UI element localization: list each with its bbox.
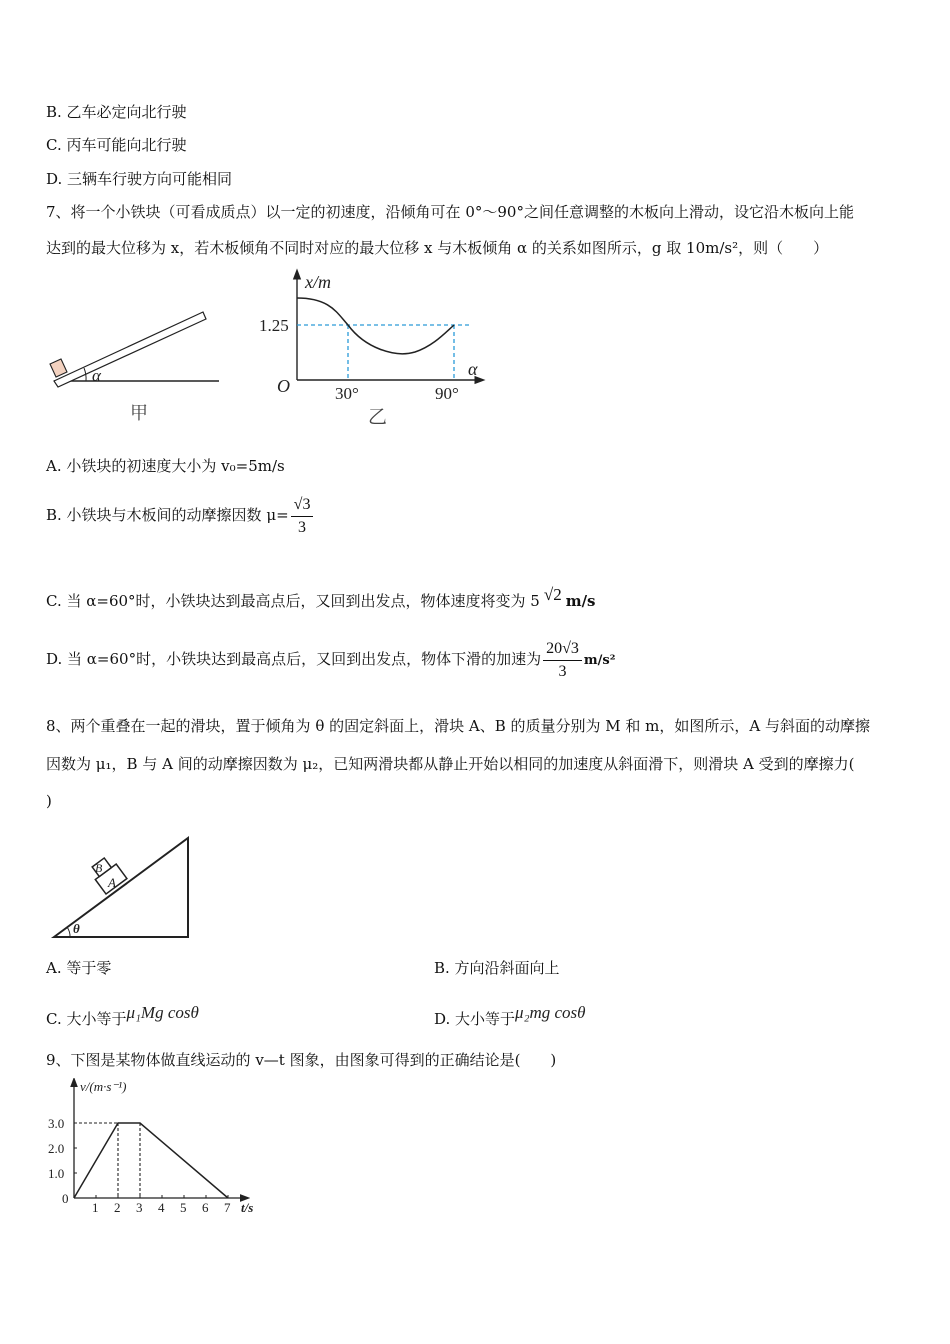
q9-y-tick-label: 0 (62, 1191, 69, 1206)
q8-text-line1: 8、两个重叠在一起的滑块，置于倾角为 θ 的固定斜面上，滑块 A、B 的质量分别为 M 和 m，如图所示，A 与斜面的动摩擦 (46, 717, 870, 735)
q7-option-c (46, 580, 596, 616)
q8-option-c (46, 996, 199, 1036)
q8-figure (50, 832, 195, 944)
q9-y-tick-label: 2.0 (48, 1141, 65, 1156)
q8-theta-label: θ (73, 921, 80, 936)
q9-x-tick-label: 1 (92, 1200, 99, 1215)
q8-option-c-text: C. 大小等于 (46, 1010, 127, 1028)
q8-text-line2: 因数为 μ₁，B 与 A 间的动摩擦因数为 μ₂，已知两滑块都从静止开始以相同的加速度从斜面滑下，则滑块 A 受到的摩擦力( (46, 755, 855, 773)
q9-x-tick-label: 3 (136, 1200, 143, 1215)
q7-figure-jia (44, 306, 224, 426)
q7-option-c-text: C. 当 α=60°时，小铁块达到最高点后，又回到出发点，物体速度将变为 5 (46, 592, 540, 610)
q8-text-line3: ) (46, 792, 52, 810)
q7-option-b-denominator: 3 (298, 518, 307, 536)
prev-option-d: D. 三辆车行驶方向可能相同 (46, 170, 233, 188)
q9-x-tick-label: 7 (224, 1200, 231, 1215)
q9-y-tick-label: 1.0 (48, 1166, 65, 1181)
q7-option-d-denominator: 3 (558, 662, 567, 680)
q7-option-d (46, 637, 615, 683)
q7-option-d-text: D. 当 α=60°时，小铁块达到最高点后，又回到出发点，物体下滑的加速为 (46, 650, 542, 668)
prev-option-c: C. 丙车可能向北行驶 (46, 136, 187, 154)
q9-x-tick-label: 5 (180, 1200, 187, 1215)
q9-vt-chart (40, 1078, 280, 1218)
q8-option-d-text: D. 大小等于 (434, 1010, 516, 1028)
q8-block-a-label: A (108, 875, 116, 890)
q7-jia-alpha-label: α (92, 366, 101, 385)
q7-figure-yi (255, 268, 495, 433)
q7-jia-caption: 甲 (130, 403, 148, 423)
q7-option-b-text: B. 小铁块与木板间的动摩擦因数 μ= (46, 506, 289, 524)
q7-option-a: A. 小铁块的初速度大小为 v₀=5m/s (46, 457, 285, 475)
q7-yi-x-tick-30: 30° (335, 384, 359, 403)
q7-option-c-unit: m/s (565, 592, 596, 610)
q7-text-line1: 7、将一个小铁块（可看成质点）以一定的初速度，沿倾角可在 0°～90°之间任意调整的木板向上滑动，设它沿木板向上能 (46, 203, 854, 221)
q7-yi-y-axis-label: x/m (305, 272, 331, 292)
q9-x-axis-label: t/s (241, 1200, 254, 1215)
q7-option-d-numerator: 20√3 (543, 638, 582, 661)
q7-text-line2: 达到的最大位移为 x，若木板倾角不同时对应的最大位移 x 与木板倾角 α 的关系如图所示，g 取 10m/s²，则（ ） (46, 239, 829, 257)
q7-option-d-fraction (543, 638, 582, 683)
q8-block-b-label: B (95, 861, 103, 875)
q9-x-tick-label: 6 (202, 1200, 209, 1215)
q9-x-tick-label: 2 (114, 1200, 121, 1215)
q9-y-axis-label: v/(m·s⁻¹) (80, 1079, 127, 1094)
q9-x-tick-label: 4 (158, 1200, 165, 1215)
q8-option-d (434, 996, 586, 1036)
q7-yi-x-tick-90: 90° (435, 384, 459, 403)
q7-yi-origin: O (277, 376, 290, 396)
q7-yi-x-axis-label: α (468, 359, 478, 379)
q7-yi-caption: 乙 (368, 407, 388, 428)
q9-velocity-series (74, 1123, 228, 1198)
q7-option-c-sqrt: √2 (543, 585, 562, 604)
q9-y-tick-label: 3.0 (48, 1116, 65, 1131)
q8-option-a: A. 等于零 (46, 959, 112, 977)
q7-option-d-unit: m/s² (583, 653, 616, 668)
q7-option-b-numerator: √3 (291, 494, 314, 517)
q8-option-d-formula: μ₂mg cosθ (515, 1003, 586, 1022)
q8-option-c-formula: μ₁Mg cosθ (126, 1003, 199, 1022)
q7-option-b (46, 493, 315, 539)
q7-option-b-fraction (291, 494, 314, 539)
q8-option-b: B. 方向沿斜面向上 (434, 959, 560, 977)
prev-option-b: B. 乙车必定向北行驶 (46, 103, 187, 121)
q7-yi-y-tick: 1.25 (259, 316, 289, 335)
q9-text: 9、下图是某物体做直线运动的 v—t 图象，由图象可得到的正确结论是( ) (46, 1051, 557, 1069)
